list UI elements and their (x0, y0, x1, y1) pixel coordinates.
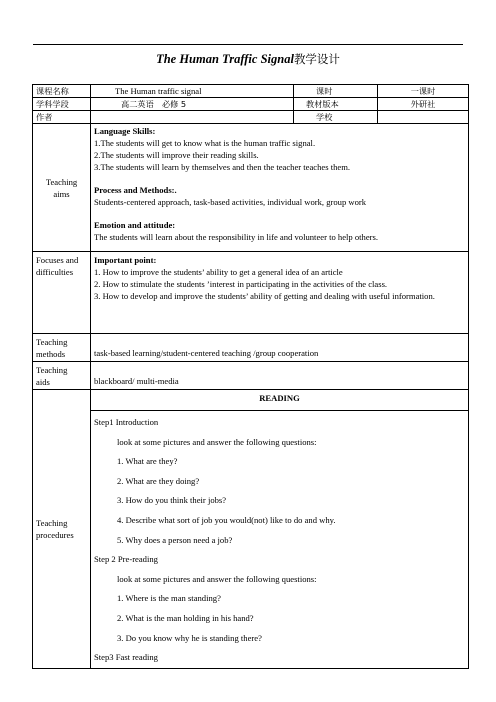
emotion-text: The students will learn about the responsibility in life and volunteer to help others. (94, 232, 379, 242)
period-label: 课时 (294, 85, 378, 98)
focuses-label-line1: Focuses and (36, 255, 79, 265)
aims-row (33, 124, 469, 252)
edition-value: 外研社 (378, 98, 469, 111)
step2-intro: look at some pictures and answer the following questions: (117, 573, 317, 584)
aids-label-line2: aids (36, 376, 50, 387)
language-item: 1.The students will get to know what is the human traffic signal. (94, 138, 316, 148)
language-item: 2.The students will improve their reading skills. (94, 150, 259, 160)
step2-question: 3. Do you know why he is standing there? (117, 632, 262, 643)
course-value: The Human traffic signal (91, 85, 294, 98)
step2-question: 1. Where is the man standing? (117, 593, 221, 604)
author-value (91, 111, 294, 124)
title-cn: 教学设计 (293, 52, 340, 66)
page-title (0, 51, 496, 67)
step1-question: 5. Why does a person need a job? (117, 534, 233, 545)
language-skills-heading: Language Skills: (94, 126, 156, 136)
lesson-plan-table (32, 84, 469, 669)
school-value (378, 111, 469, 124)
procedures-row (33, 411, 469, 669)
emotion-heading: Emotion and attitude: (94, 220, 176, 230)
methods-label (33, 334, 91, 362)
info-row-2 (33, 98, 469, 111)
info-row-1 (33, 85, 469, 98)
edition-label: 教材版本 (294, 98, 378, 111)
aids-label (33, 362, 91, 390)
subject-value: 高二英语 必修 5 (91, 98, 294, 111)
focus-item: 1. How to improve the students’ ability to get a general idea of an article (94, 267, 343, 277)
step3-title: Step3 Fast reading (94, 652, 158, 663)
aims-label (33, 124, 91, 252)
important-point-heading: Important point: (94, 255, 157, 265)
period-value: 一课时 (378, 85, 469, 98)
focuses-row (33, 252, 469, 334)
step1-question: 4. Describe what sort of job you would(not) like to do and why. (117, 514, 336, 525)
methods-row (33, 334, 469, 362)
header-rule (33, 44, 463, 45)
procedures-label (33, 390, 91, 669)
aids-label-line1: Teaching (36, 364, 68, 375)
step1-intro: look at some pictures and answer the following questions: (117, 436, 317, 447)
subject-label: 学科学段 (33, 98, 91, 111)
course-label: 课程名称 (33, 85, 91, 98)
focus-item: 2. How to stimulate the students ’interest in participating in the activities of the class. (94, 279, 388, 289)
focus-item: 3. How to develop and improve the students’ ability of getting and dealing with useful information. (94, 291, 435, 301)
focuses-label (33, 252, 91, 334)
procedures-content (91, 411, 469, 669)
reading-section-title: READING (91, 390, 469, 411)
methods-label-line1: Teaching (36, 336, 68, 347)
step1-question: 2. What are they doing? (117, 475, 200, 486)
process-text: Students-centered approach, task-based activities, individual work, group work (94, 197, 367, 207)
language-item: 3.The students will learn by themselves and then the teacher teaches them. (94, 162, 351, 172)
author-label: 作者 (33, 111, 91, 124)
methods-value: task-based learning/student-centered teaching /group cooperation (91, 334, 469, 362)
info-row-3 (33, 111, 469, 124)
step1-title: Step1 Introduction (94, 417, 159, 427)
aims-content (91, 124, 469, 252)
focuses-content (91, 252, 469, 334)
aims-label-line2: aims (53, 188, 70, 199)
procedures-label-line2: procedures (36, 529, 74, 540)
step1-question: 3. How do you think their jobs? (117, 495, 227, 506)
process-heading: Process and Methods:. (94, 185, 177, 195)
title-main: The Human Traffic Signal (156, 52, 294, 66)
methods-label-line2: methods (36, 348, 66, 359)
aims-label-line1: Teaching (45, 176, 78, 187)
focuses-label-line2: difficulties (36, 267, 74, 277)
step1-question: 1. What are they? (117, 456, 178, 467)
aids-value: blackboard/ multi-media (91, 362, 469, 390)
step2-question: 2. What is the man holding in his hand? (117, 612, 254, 623)
step2-title: Step 2 Pre-reading (94, 554, 158, 565)
school-label: 学校 (294, 111, 378, 124)
reading-header-row (33, 390, 469, 411)
procedures-label-line1: Teaching (36, 517, 68, 528)
aids-row (33, 362, 469, 390)
